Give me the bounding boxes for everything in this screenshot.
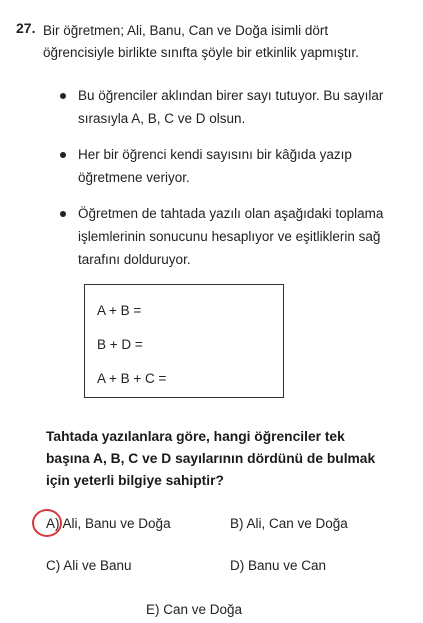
activity-step-text: Her bir öğrenci kendi sayısını bir kâğıda yazıp öğretmene veriyor. [78, 147, 352, 185]
board-equation: B + D = [97, 337, 143, 352]
question-intro: Bir öğretmen; Ali, Banu, Can ve Doğa isimli dört öğrencisiyle birlikte sınıfta şöyle bir etkinlik yapmıştır. [43, 23, 359, 60]
board-equation: A + B = [97, 303, 142, 318]
question-prompt: Tahtada yazılanlara göre, hangi öğrenciler tek başına A, B, C ve D sayılarının dördünü de bulmak için yeterli bilgiye sahiptir? [46, 429, 376, 488]
activity-steps-list [60, 84, 390, 284]
activity-step-text: Bu öğrenciler aklından birer sayı tutuyor. Bu sayılar sırasıyla A, B, C ve D olsun. [78, 88, 384, 126]
option-e[interactable]: E) Can ve Doğa [146, 602, 243, 617]
bullet-icon [60, 93, 66, 99]
activity-step [60, 84, 390, 130]
option-a[interactable]: A) Ali, Banu ve Doğa [46, 516, 171, 531]
bullet-icon [60, 152, 66, 158]
option-b[interactable]: B) Ali, Can ve Doğa [230, 516, 348, 531]
option-d[interactable]: D) Banu ve Can [230, 558, 327, 573]
question-number: 27. [16, 20, 36, 36]
bullet-icon [60, 211, 66, 217]
activity-step-text: Öğretmen de tahtada yazılı olan aşağıdaki toplama işlemlerinin sonucunu hesaplıyor ve eşitliklerin sağ tarafını dolduruyor. [78, 206, 384, 267]
blackboard-box [84, 284, 284, 398]
board-equation: A + B + C = [97, 371, 167, 386]
activity-step [60, 143, 390, 189]
option-c[interactable]: C) Ali ve Banu [46, 558, 132, 573]
activity-step [60, 202, 390, 271]
